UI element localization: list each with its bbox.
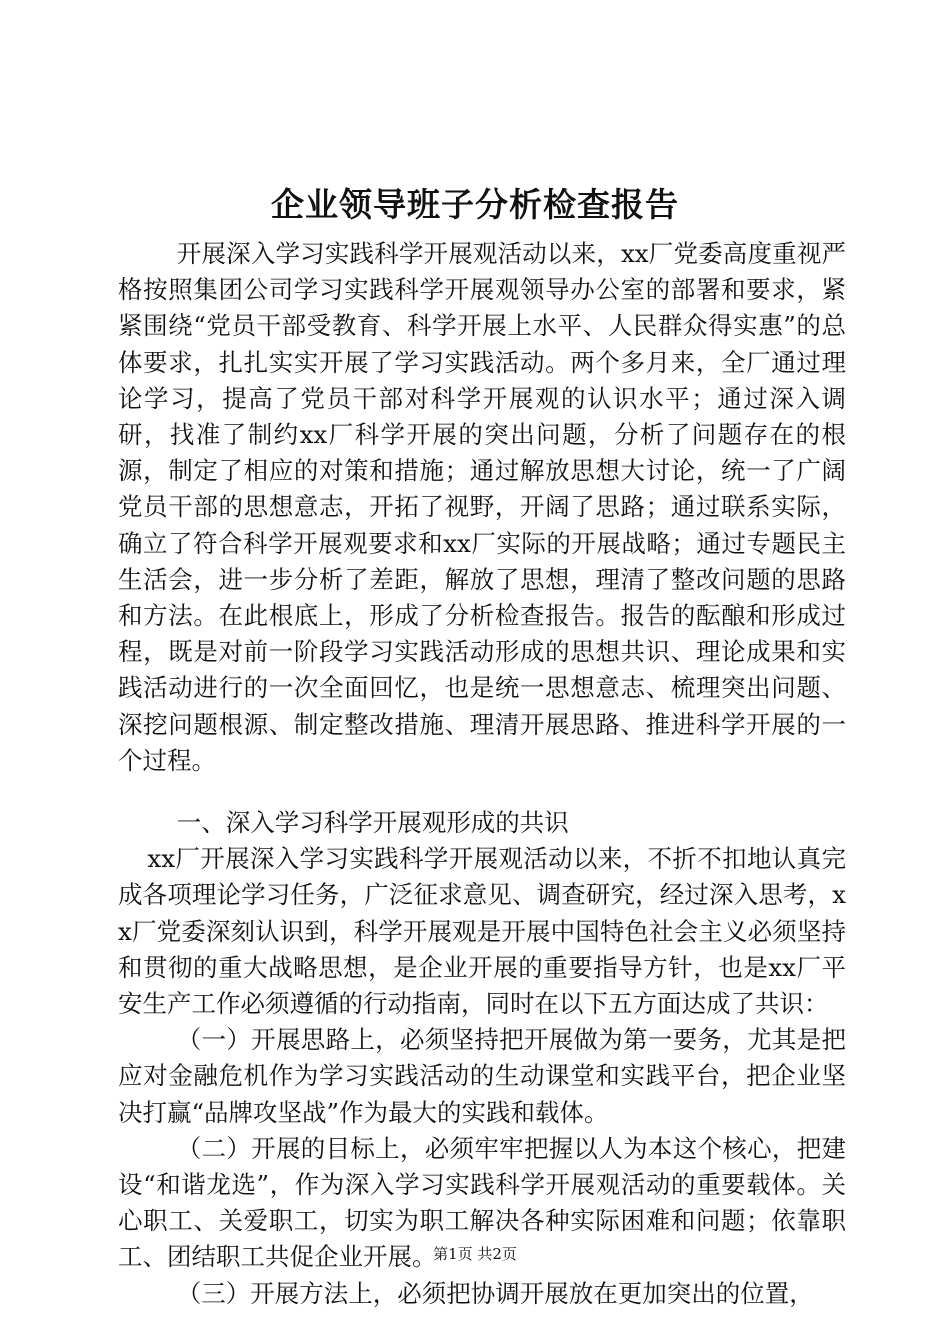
section-paragraph: xx厂开展深入学习实践科学开展观活动以来，不折不扣地认真完成各项理论学习任务，广泛征求意见、调查研究，经过深入思考，xx厂党委深刻认识到，科学开展观是开展中国特色社会主义必须坚持和贯彻的重大战略思想，是企业开展的重要指导方针，也是xx厂平安生产工作必须遵循的行动指南，同时在以下五方面达成了共识： [118, 844, 846, 1019]
section-heading: 一、深入学习科学开展观形成的共识 [176, 808, 569, 838]
list-item-2: （二）开展的目标上，必须牢牢把握以人为本这个核心，把建设“和谐龙选”，作为深入学习实践科学开展观活动的重要载体。关心职工、关爱职工，切实为职工解决各种实际困难和问题；依靠职工、团结职工共促企业开展。 [118, 1133, 846, 1272]
intro-paragraph: 开展深入学习实践科学开展观活动以来，xx厂党委高度重视严格按照集团公司学习实践科学开展观领导办公室的部署和要求，紧紧围绕“党员干部受教育、科学开展上水平、人民群众得实惠”的总体要求，扎扎实实开展了学习实践活动。两个多月来，全厂通过理论学习，提高了党员干部对科学开展观的认识水平；通过深入调研，找准了制约xx厂科学开展的突出问题，分析了问题存在的根源，制定了相应的对策和措施；通过解放思想大讨论，统一了广阔党员干部的思想意志，开拓了视野，开阔了思路；通过联系实际，确立了符合科学开展观要求和xx厂实际的开展战略；通过专题民主生活会，进一步分析了差距，解放了思想，理清了整改问题的思路和方法。在此根底上，形成了分析检查报告。报告的酝酿和形成过程，既是对前一阶段学习实践活动形成的思想共识、理论成果和实践活动进行的一次全面回忆，也是统一思想意志、梳理突出问题、深挖问题根源、制定整改措施、理清开展思路、推进科学开展的一个过程。 [118, 239, 846, 775]
page-footer: 第1页 共2页 [433, 1245, 517, 1263]
list-item-3: （三）开展方法上，必须把协调开展放在更加突出的位置， [176, 1278, 814, 1308]
list-item-1: （一）开展思路上，必须坚持把开展做为第一要务，尤其是把应对金融危机作为学习实践活动的生动课堂和实践平台，把企业坚决打赢“品牌攻坚战”作为最大的实践和载体。 [118, 1025, 846, 1127]
document-body [118, 236, 846, 1312]
page-title: 企业领导班子分析检查报告 [271, 185, 679, 224]
